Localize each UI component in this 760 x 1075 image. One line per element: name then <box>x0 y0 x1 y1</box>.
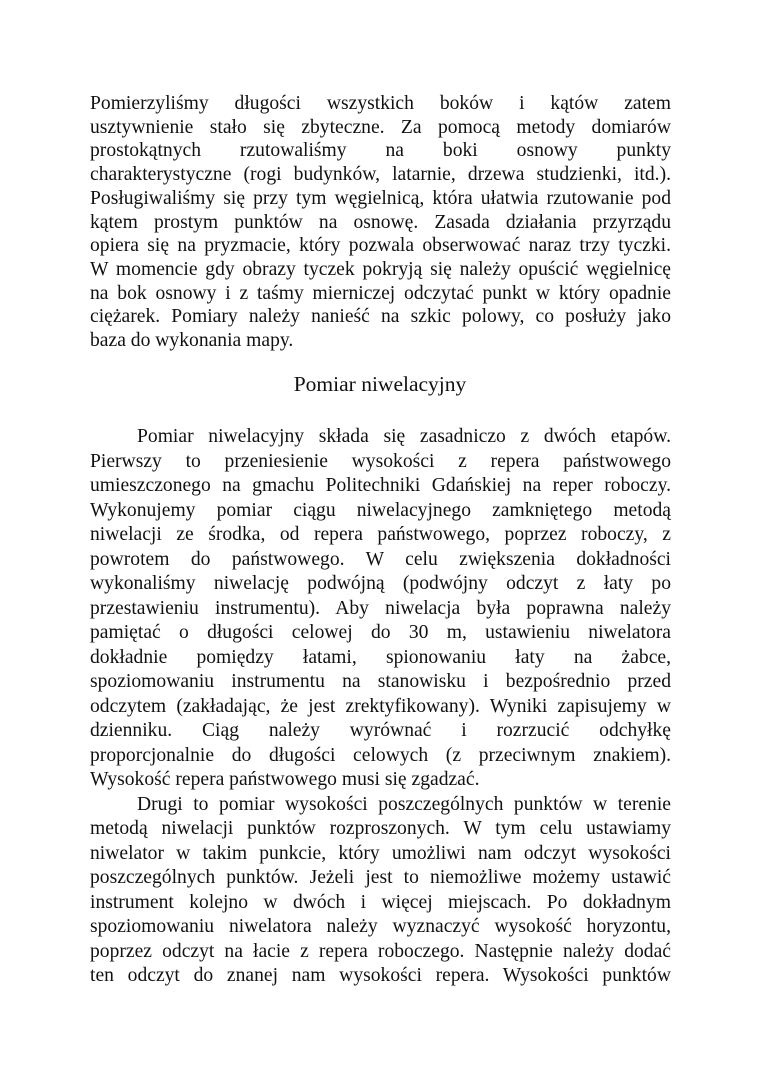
text-line: usztywnienie stało się zbyteczne. Za pomocą metody domiarów <box>90 116 671 138</box>
text-line: odczytem (zakładając, że jest zrektyfikowany). Wyniki zapisujemy w <box>90 695 671 717</box>
text-line: dzienniku. Ciąg należy wyrównać i rozrzucić odchyłkę <box>90 720 671 741</box>
text-line: Posługiwaliśmy się przy tym węgielnicą, która ułatwia rzutowanie pod <box>90 187 671 209</box>
text-line: na bok osnowy i z taśmy mierniczej odczytać punkt w który opadnie <box>90 282 671 304</box>
text-line: kątem prostym punktów na osnowę. Zasada działania przyrządu <box>90 211 671 233</box>
text-line: prostokątnych rzutowaliśmy na boki osnowy punkty <box>90 140 671 162</box>
text-line: spoziomowaniu niwelatora należy wyznaczyć wysokość horyzontu, <box>90 916 671 937</box>
text-line: Wykonujemy pomiar ciągu niwelacyjnego zamkniętego metodą <box>90 499 671 521</box>
text-line: Pierwszy to przeniesienie wysokości z repera państwowego <box>90 450 671 472</box>
section-heading: Pomiar niwelacyjny <box>293 372 467 396</box>
text-line: przestawieniu instrumentu). Aby niwelacja była poprawna należy <box>90 597 671 619</box>
text-line: dokładnie pomiędzy łatami, spionowaniu łaty na żabce, <box>90 646 671 668</box>
text-line: poszczególnych punktów. Jeżeli jest to niemożliwe możemy ustawić <box>90 867 671 888</box>
paragraph-levelling <box>90 425 671 989</box>
text-line: powrotem do państwowego. W celu zwiększenia dokładności <box>90 548 671 570</box>
paragraph-survey-offsets <box>90 92 671 353</box>
text-line: wykonaliśmy niwelację podwójną (podwójny odczyt z łaty po <box>90 573 671 594</box>
text-line: poprzez odczyt na łacie z repera roboczego. Następnie należy dodać <box>90 940 671 962</box>
text-line: charakterystyczne (rogi budynków, latarnie, drzewa studzienki, itd.). <box>90 164 671 186</box>
text-line: ciężarek. Pomiary należy nanieść na szkic polowy, co posłuży jako <box>90 306 671 328</box>
text-line: niwelator w takim punkcie, który umożliwi nam odczyt wysokości <box>90 842 671 864</box>
text-line: Pomiar niwelacyjny składa się zasadniczo z dwóch etapów. <box>137 426 671 447</box>
text-line: spoziomowaniu instrumentu na stanowisku i bezpośrednio przed <box>90 671 671 692</box>
text-line: ten odczyt do znanej nam wysokości repera. Wysokości punktów <box>90 965 671 986</box>
text-line: baza do wykonania mapy. <box>90 330 294 352</box>
text-line: opiera się na pryzmacie, który pozwala obserwować naraz trzy tyczki. <box>90 235 671 257</box>
text-line: Pomierzyliśmy długości wszystkich boków i kątów zatem <box>90 93 671 114</box>
text-line: metodą niwelacji punktów rozproszonych. W tym celu ustawiamy <box>90 818 671 839</box>
text-line: instrument kolejno w dwóch i więcej miejscach. Po dokładnym <box>90 891 671 913</box>
text-line: niwelacji ze środka, od repera państwowego, poprzez roboczy, z <box>90 524 671 545</box>
text-line: Wysokość repera państwowego musi się zgadzać. <box>90 769 480 790</box>
text-line: proporcjonalnie do długości celowych (z przeciwnym znakiem). <box>90 744 671 766</box>
text-line: pamiętać o długości celowej do 30 m, ustawieniu niwelatora <box>90 622 671 643</box>
text-line: Drugi to pomiar wysokości poszczególnych punktów w terenie <box>137 793 671 815</box>
text-line: W momencie gdy obrazy tyczek pokryją się należy opuścić węgielnicę <box>90 258 671 280</box>
text-line: umieszczonego na gmachu Politechniki Gdańskiej na reper roboczy. <box>90 475 671 496</box>
